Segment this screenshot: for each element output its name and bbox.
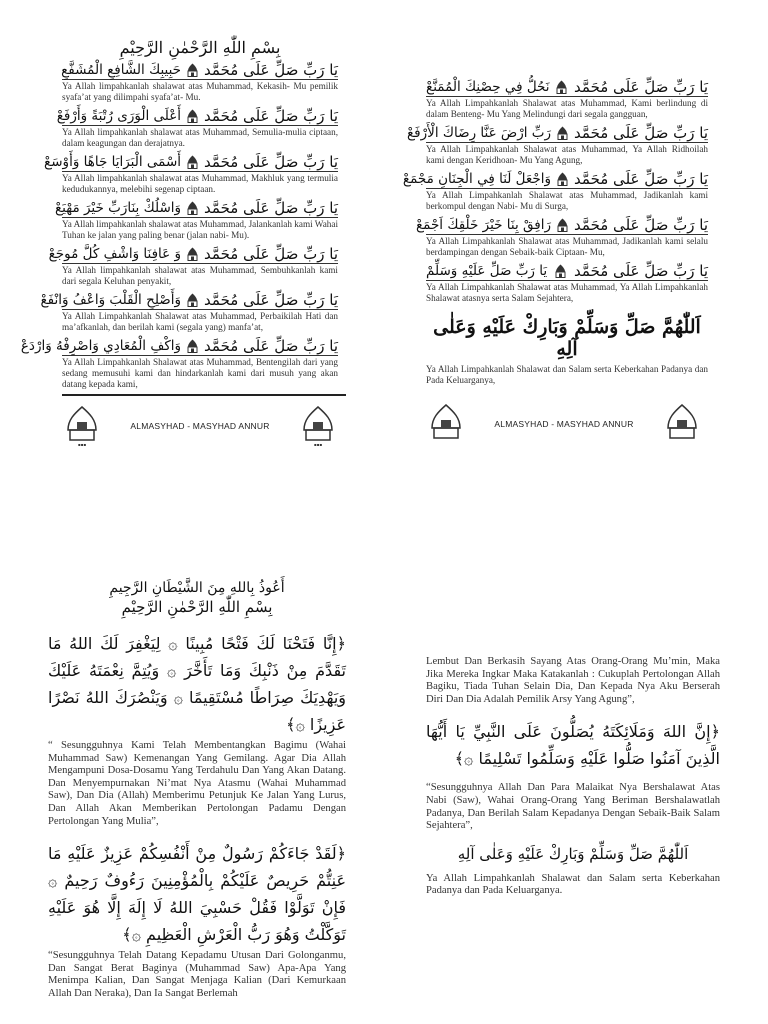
stanza-verse: أَسْمَى الْبَرَايَا جَاهًا وَأَوْسَعْ — [44, 154, 182, 170]
stanza-arabic-line — [406, 124, 708, 142]
mosque-separator-icon — [556, 80, 567, 94]
svg-text:▪▪▪: ▪▪▪ — [313, 442, 323, 447]
divider-line — [426, 142, 708, 143]
stanza — [62, 61, 338, 103]
stanza-refrain: يَا رَبِّ صَلِّ عَلَى مُحَمَّد — [574, 124, 708, 142]
mosque-separator-icon — [557, 172, 568, 186]
stanza-verse: وَ عَافِنَا وَاشْفِ كُلَّ مُوجَعْ — [48, 246, 182, 262]
stanza-refrain: يَا رَبِّ صَلِّ عَلَى مُحَمَّد — [204, 199, 338, 217]
divider-line — [62, 309, 338, 310]
divider-line — [62, 355, 338, 356]
stanza-arabic-line — [40, 291, 338, 309]
stanza-arabic-line — [20, 337, 338, 355]
top-left-panel — [20, 38, 339, 448]
stanza-translation: Ya Allah limpahkanlah shalawat atas Muhammad, Semulia-mulia ciptaan, dalam keagungan dan derajatnya. — [62, 127, 338, 148]
mosque-separator-icon — [187, 63, 198, 77]
stanza-verse: يَا رَبِّ صَلِّ عَلَيْهِ وَسَلِّمْ — [426, 263, 548, 279]
stanza-refrain: يَا رَبِّ صَلِّ عَلَى مُحَمَّد — [204, 61, 338, 79]
stanza — [402, 170, 708, 212]
bismillah-calligraphy: بِسْمِ اللّٰهِ الرَّحْمٰنِ الرَّحِيْمِ — [121, 598, 273, 616]
verse-al-ahzab-translation: “Sesungguhnya Allah Dan Para Malaikat Nya Bershalawat Atas Nabi (Saw), Wahai Orang-Orang Yang Beriman Bershalawatlah Padanya, Dan Berilah Salam Kepadanya Dengan Sebaik-Baik Salam Sejahtera”, — [426, 782, 720, 832]
mosque-logo-icon — [62, 404, 102, 448]
stanza-verse: نَحُلُّ فِي حِصْنِكَ الْمُمَنَّعْ — [426, 79, 550, 95]
shalawat-calligraphy: اَللّٰهُمَّ صَلِّ وَسَلِّمْ وَبَارِكْ عَلَيْهِ وَعَلٰى آلِهِ — [433, 316, 701, 360]
stanza — [44, 153, 338, 195]
stanza — [426, 78, 708, 120]
divider-line — [62, 217, 338, 218]
mosque-logo-icon — [662, 402, 702, 446]
divider-line — [426, 280, 708, 281]
stanza-translation: Ya Allah Limpahkanlah Shalawat atas Muhammad, Jadikanlah kami berkompul dengan Nabi- Mu di Surga, — [426, 190, 708, 211]
closing-translation: Ya Allah Limpahkanlah Shalawat dan Salam serta Keberkahan Padanya dan Pada Keluarganya, — [426, 364, 708, 385]
stanza-translation: Ya Allah Limpahkanlah Shalawat atas Muhammad, Kami berlindung di dalam Benteng- Mu Yang Melindungi dari segala gangguan, — [426, 98, 708, 119]
stanza-refrain: يَا رَبِّ صَلِّ عَلَى مُحَمَّد — [574, 78, 708, 96]
stanza-arabic-line — [56, 107, 338, 125]
mosque-separator-icon — [187, 201, 198, 215]
stanza-arabic-line — [48, 245, 338, 263]
bottom-left-panel — [48, 580, 346, 1001]
stanza-refrain: يَا رَبِّ صَلِّ عَلَى مُحَمَّد — [204, 153, 338, 171]
divider-line — [426, 188, 708, 189]
stanza-verse: وَاسْلُكْ بِنَارَبِّ خَيْرَ مَهْيَعْ — [54, 200, 182, 216]
stanza — [48, 245, 338, 287]
divider-line — [62, 263, 338, 264]
stanza-list — [402, 78, 708, 304]
stanza-translation: Ya Allah Limpahkanlah Shalawat atas Muhammad, Jadikanlah kami selalu berdampingan dengan Sebaik-baik Ciptaan- Mu, — [426, 236, 708, 257]
stanza-verse: رَبِّ ارْضَ عَنَّا رِضَاكَ الْأَرْفَعْ — [406, 125, 552, 141]
stanza-arabic-line — [54, 199, 338, 217]
stanza — [54, 199, 339, 241]
verse-al-fath: ﴿إِنَّا فَتَحْنَا لَكَ فَتْحًا مُبِينًا ۞ لِيَغْفِرَ لَكَ اللهُ مَا تَقَدَّمَ مِنْ ذَنْبِكَ وَمَا تَأَخَّرَ ۞ وَيُتِمَّ نِعْمَتَهُ عَلَيْكَ وَيَهْدِيَكَ صِرَاطًا مُسْتَقِيمًا ۞ وَيَنْصُرَكَ اللهُ نَصْرًا عَزِيزًا ۞﴾ — [48, 634, 346, 734]
divider-line — [426, 234, 708, 235]
mosque-separator-icon — [187, 109, 198, 123]
verse-al-fath-translation: “ Sesungguhnya Kami Telah Membentangkan Bagimu (Wahai Muhammad Saw) Kemenangan Yang Gemilang. Agar Dia Allah Mengampuni Dosa-Dosamu Yang Terdahulu Dan Yang Akan Datang. Dan Menyempurnakan Ni’mat Nya Atasmu (Wahai Muhammad Saw), Dan Dia (Allah) Memberimu Petunjuk Ke Jalan Yang Lurus, Dan Allah Akan Memberikan Pertolongan Padamu Dengan Pertolongan Yang Mulia”, — [48, 740, 346, 827]
stanza-translation: Ya Allah Limpahkanlah Shalawat atas Muhammad, Bentengilah dari yang sedang memusuhi kami dan hindarkanlah kami dari musuh yang akan datang kepada kami, — [62, 357, 338, 389]
mosque-logo-icon — [426, 402, 466, 446]
bismillah-calligraphy: بِسْمِ اللّٰهِ الرَّحْمٰنِ الرَّحِيْمِ — [119, 38, 281, 57]
stanza-translation: Ya Allah Limpahkanlah Shalawat atas Muhammad, Ya Allah Ridhoilah kami dengan Keridhoan- Mu Yang Agung, — [426, 144, 708, 165]
shalawat-calligraphy: اَللّٰهُمَّ صَلِّ وَسَلِّمْ وَبَارِكْ عَلَيْهِ وَعَلٰى آلِهِ — [457, 844, 689, 863]
footer — [426, 402, 702, 446]
stanza-translation: Ya Allah limpahkanlah shalawat atas Muhammad, Makhluk yang termulia kedudukannya, melebihi segenap ciptaan. — [62, 173, 338, 194]
stanza-refrain: يَا رَبِّ صَلِّ عَلَى مُحَمَّد — [204, 107, 338, 125]
stanza-refrain: يَا رَبِّ صَلِّ عَلَى مُحَمَّد — [204, 337, 338, 355]
verse-at-taubah-translation: “Sesungguhnya Telah Datang Kepadamu Utusan Dari Golonganmu, Dan Sangat Berat Baginya (Muhammad Saw) Apa-Apa Yang Menimpa Kalian, Dan Sangat Menjaga Kalian (Dari Kemurkaan Allah Dan Neraka), Dan Ia Sangat Berlemah — [48, 950, 346, 999]
mosque-separator-icon — [187, 293, 198, 307]
stanza-verse: أَعْلَى الْوَرَى رُتْبَةً وَأَرْفَعْ — [56, 108, 182, 124]
stanza — [415, 216, 708, 258]
stanza-verse: وَاجْعَلْ لَنَا فِي الْجِنَانِ مَجْمَعْ — [402, 171, 552, 187]
divider-line — [62, 125, 338, 126]
stanza-verse: رَافِقْ بِنَا خَيْرَ خَلْقِكَ اَجْمَعْ — [415, 217, 552, 233]
stanza — [20, 337, 338, 390]
stanza-arabic-line — [62, 61, 338, 79]
stanza-translation: Ya Allah limpahkanlah shalawat atas Muhammad, Jalankanlah kami Wahai Tuhan ke jalan yang paling benar (jalan nabi- Mu). — [62, 219, 339, 240]
mosque-separator-icon — [557, 218, 568, 232]
footer-label: ALMASYHAD - MASYHAD ANNUR — [130, 421, 270, 431]
stanza-translation: Ya Allah Limpahkanlah Shalawat atas Muhammad, Perbaikilah Hati dan ma’afkanlah, dan berilah kami (segala yang) manfa’at, — [62, 311, 338, 332]
stanza — [406, 124, 708, 166]
stanza-translation: Ya Allah limpahkanlah shalawat atas Muhammad, Sembuhkanlah kami dari segala Keluhan penyakit, — [62, 265, 338, 286]
continued-translation: Lembut Dan Berkasih Sayang Atas Orang-Orang Mu’min, Maka Jika Mereka Ingkar Maka Katakanlah : Cukuplah Pertolongan Allah Bagiku, Tiada Tuhan Selain Dia, Dan Kepada Nya Aku Berserah Diri Dan Dia Adalah Pemilik Arsy Yang Agung”, — [426, 656, 720, 705]
footer-label: ALMASYHAD - MASYHAD ANNUR — [494, 419, 634, 429]
mosque-separator-icon — [187, 247, 198, 261]
bottom-rule — [62, 394, 346, 396]
stanza-refrain: يَا رَبِّ صَلِّ عَلَى مُحَمَّد — [204, 291, 338, 309]
stanza-refrain: يَا رَبِّ صَلِّ عَلَى مُحَمَّد — [204, 245, 338, 263]
bottom-right-panel — [426, 656, 720, 898]
closing-translation: Ya Allah Limpahkanlah Shalawat dan Salam serta Keberkahan Padanya dan Pada Keluarganya. — [426, 872, 720, 897]
stanza-verse: حَبِيبِكَ الشَّافِعِ الْمُشَفَّعِ — [61, 62, 182, 78]
stanza-list — [20, 61, 339, 390]
stanza-arabic-line — [402, 170, 708, 188]
stanza-arabic-line — [426, 262, 708, 280]
mosque-separator-icon — [187, 155, 198, 169]
divider-line — [62, 171, 338, 172]
stanza-refrain: يَا رَبِّ صَلِّ عَلَى مُحَمَّد — [574, 262, 708, 280]
footer — [62, 404, 338, 448]
stanza-refrain: يَا رَبِّ صَلِّ عَلَى مُحَمَّد — [574, 216, 708, 234]
stanza — [426, 262, 708, 304]
stanza-translation: Ya Allah Limpahkanlah Shalawat atas Muhammad, Ya Allah Limpahkanlah Shalawat atasnya serta Salam Sejahtera, — [426, 282, 708, 303]
stanza-arabic-line — [44, 153, 338, 171]
verse-at-taubah: ﴿لَقَدْ جَاءَكُمْ رَسُولٌ مِنْ أَنْفُسِكُمْ عَزِيزٌ عَلَيْهِ مَا عَنِتُّمْ حَرِيصٌ عَلَيْكُمْ بِالْمُؤْمِنِينَ رَءُوفٌ رَحِيمٌ ۞ فَإِنْ تَوَلَّوْا فَقُلْ حَسْبِيَ اللهُ لَا إِلَهَ إِلَّا هُوَ عَلَيْهِ تَوَكَّلْتُ وَهُوَ رَبُّ الْعَرْشِ الْعَظِيمِ ۞﴾ — [48, 844, 346, 945]
stanza — [56, 107, 338, 149]
stanza-verse: وَأَصْلِحِ الْقَلْبَ وَاعْفُ وَانْفَعْ — [40, 292, 182, 308]
divider-line — [62, 79, 338, 80]
stanza-arabic-line — [415, 216, 708, 234]
stanza-verse: وَاكْفِ الْمُعَادِي وَاصْرِفْهُ وَارْدَعْ — [20, 338, 182, 354]
stanza-arabic-line — [426, 78, 708, 96]
stanza-refrain: يَا رَبِّ صَلِّ عَلَى مُحَمَّد — [574, 170, 708, 188]
divider-line — [426, 96, 708, 97]
mosque-separator-icon — [557, 126, 568, 140]
top-right-panel — [402, 78, 708, 446]
verse-al-ahzab: ﴿إِنَّ اللهَ وَمَلَائِكَتَهُ يُصَلُّونَ عَلَى النَّبِيِّ يَا أَيُّهَا الَّذِينَ آمَنُوا صَلُّوا عَلَيْهِ وَسَلِّمُوا تَسْلِيمًا ۞﴾ — [426, 722, 720, 769]
mosque-separator-icon — [187, 339, 198, 353]
stanza-translation: Ya Allah limpahkanlah shalawat atas Muhammad, Kekasih- Mu pemilik syafa’at yang dilimpahi syafa’at- Mu. — [62, 81, 338, 102]
taawudz-calligraphy: أَعُوذُ بِاللهِ مِنَ الشَّيْطَانِ الرَّجِيمِ — [109, 580, 285, 596]
mosque-logo-icon — [298, 404, 338, 448]
mosque-separator-icon — [555, 264, 566, 278]
stanza — [40, 291, 338, 333]
svg-text:▪▪▪: ▪▪▪ — [77, 442, 87, 447]
